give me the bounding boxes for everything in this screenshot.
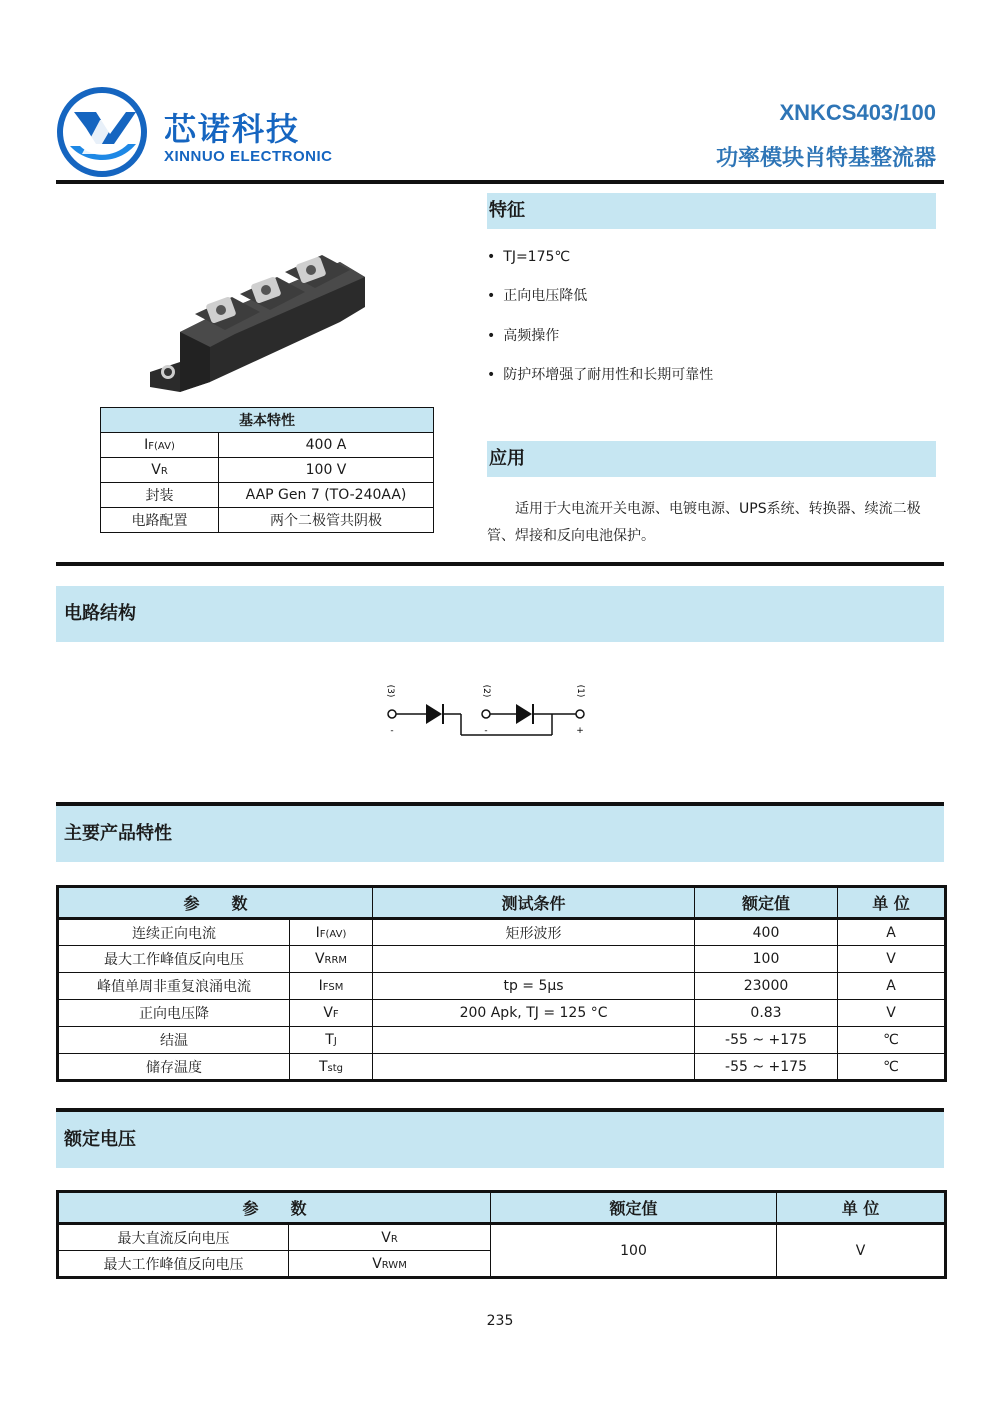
symbol-cell: TJ: [290, 1027, 373, 1054]
header-param: 参 数: [58, 887, 373, 919]
features-list: [487, 246, 713, 403]
header-unit: 单 位: [777, 1192, 946, 1224]
label-cell: 电路配置: [101, 508, 219, 533]
symbol-cell: IF(AV): [101, 433, 219, 458]
unit-cell: ℃: [838, 1054, 946, 1081]
param-name: 正向电压降: [58, 1000, 290, 1027]
pin-2-icon: [481, 685, 491, 736]
application-heading: 应用: [487, 441, 936, 477]
table-row: [58, 1224, 946, 1251]
svg-text:+: +: [576, 726, 584, 736]
condition-cell: 200 Apk, TJ = 125 °C: [373, 1000, 695, 1027]
unit-cell: V: [838, 1000, 946, 1027]
basic-characteristics-table: [100, 407, 434, 533]
param-name: 最大直流反向电压: [58, 1224, 289, 1251]
circuit-heading: 电路结构: [56, 586, 944, 642]
symbol-cell: VRWM: [289, 1251, 491, 1278]
symbol-cell: Tstg: [290, 1054, 373, 1081]
table-row: [58, 973, 946, 1000]
table-row: [58, 1054, 946, 1081]
list-item: • 防护环增强了耐用性和长期可靠性: [487, 364, 713, 403]
symbol-cell: VF: [290, 1000, 373, 1027]
main-specs-table: [56, 885, 947, 1082]
module-product-image: [140, 222, 370, 392]
header-rated: 额定值: [695, 887, 838, 919]
unit-cell: A: [838, 919, 946, 946]
page-number: 235: [486, 1313, 514, 1329]
condition-cell: tp = 5μs: [373, 973, 695, 1000]
value-cell: 0.83: [695, 1000, 838, 1027]
header-condition: 测试条件: [373, 887, 695, 919]
symbol-cell: IFSM: [290, 973, 373, 1000]
product-subtitle: 功率模块肖特基整流器: [715, 146, 936, 171]
rated-voltage-table: [56, 1190, 947, 1279]
param-name: 峰值单周非重复浪涌电流: [58, 973, 290, 1000]
param-name: 储存温度: [58, 1054, 290, 1081]
unit-cell: ℃: [838, 1027, 946, 1054]
param-name: 最大工作峰值反向电压: [58, 946, 290, 973]
svg-text:(1): (1): [575, 685, 585, 698]
table-row: [101, 458, 434, 483]
section-divider: [56, 562, 944, 566]
table-row: [58, 919, 946, 946]
circuit-diagram: [380, 685, 590, 745]
unit-cell: A: [838, 973, 946, 1000]
unit-cell: V: [777, 1224, 946, 1278]
svg-text:(3): (3): [385, 685, 395, 698]
application-text: 适用于大电流开关电源、电镀电源、UPS系统、转换器、续流二极管、焊接和反向电池保护。: [487, 501, 921, 544]
diode-2-icon: [516, 704, 532, 724]
model-number: XNKCS403/100: [779, 100, 936, 125]
table-row: [101, 483, 434, 508]
table-row: [101, 433, 434, 458]
svg-text:-: -: [484, 726, 488, 736]
param-name: 结温: [58, 1027, 290, 1054]
value-cell: 100: [695, 946, 838, 973]
param-name: 最大工作峰值反向电压: [58, 1251, 289, 1278]
condition-cell: [373, 1027, 695, 1054]
header-unit: 单 位: [838, 887, 946, 919]
value-cell: AAP Gen 7 (TO-240AA): [219, 483, 434, 508]
basic-table-title: 基本特性: [101, 408, 434, 433]
unit-cell: V: [838, 946, 946, 973]
param-name: 连续正向电流: [58, 919, 290, 946]
value-cell: -55 ~ +175: [695, 1054, 838, 1081]
value-cell: 400 A: [219, 433, 434, 458]
page-header: [56, 86, 944, 186]
symbol-cell: VR: [289, 1224, 491, 1251]
value-cell: 400: [695, 919, 838, 946]
list-item: • 正向电压降低: [487, 285, 713, 324]
header-divider: [56, 180, 944, 184]
condition-cell: 矩形波形: [373, 919, 695, 946]
pin-1-icon: [575, 685, 585, 736]
main-specs-heading: 主要产品特性: [56, 806, 944, 862]
header-param: 参 数: [58, 1192, 491, 1224]
list-item: • 高频操作: [487, 325, 713, 364]
xinnuo-logo-icon: [56, 86, 148, 178]
value-cell: 100 V: [219, 458, 434, 483]
value-cell: 23000: [695, 973, 838, 1000]
diode-1-icon: [426, 704, 442, 724]
features-heading: 特征: [487, 193, 936, 229]
value-cell: 两个二极管共阴极: [219, 508, 434, 533]
brand-name-en: XINNUO ELECTRONIC: [164, 148, 333, 165]
header-rated: 额定值: [491, 1192, 777, 1224]
rated-voltage-heading: 额定电压: [56, 1112, 944, 1168]
svg-text:-: -: [390, 726, 394, 736]
symbol-cell: VRRM: [290, 946, 373, 973]
svg-text:(2): (2): [481, 685, 491, 698]
condition-cell: [373, 946, 695, 973]
table-row: [58, 1027, 946, 1054]
condition-cell: [373, 1054, 695, 1081]
value-cell: 100: [491, 1224, 777, 1278]
label-cell: 封装: [101, 483, 219, 508]
pin-3-icon: [385, 685, 396, 736]
list-item: • TJ=175℃: [487, 246, 713, 285]
symbol-cell: IF(AV): [290, 919, 373, 946]
table-row: [58, 1000, 946, 1027]
table-row: [101, 508, 434, 533]
brand-name-cn: 芯诺科技: [164, 110, 301, 148]
value-cell: -55 ~ +175: [695, 1027, 838, 1054]
symbol-cell: VR: [101, 458, 219, 483]
table-row: [58, 946, 946, 973]
